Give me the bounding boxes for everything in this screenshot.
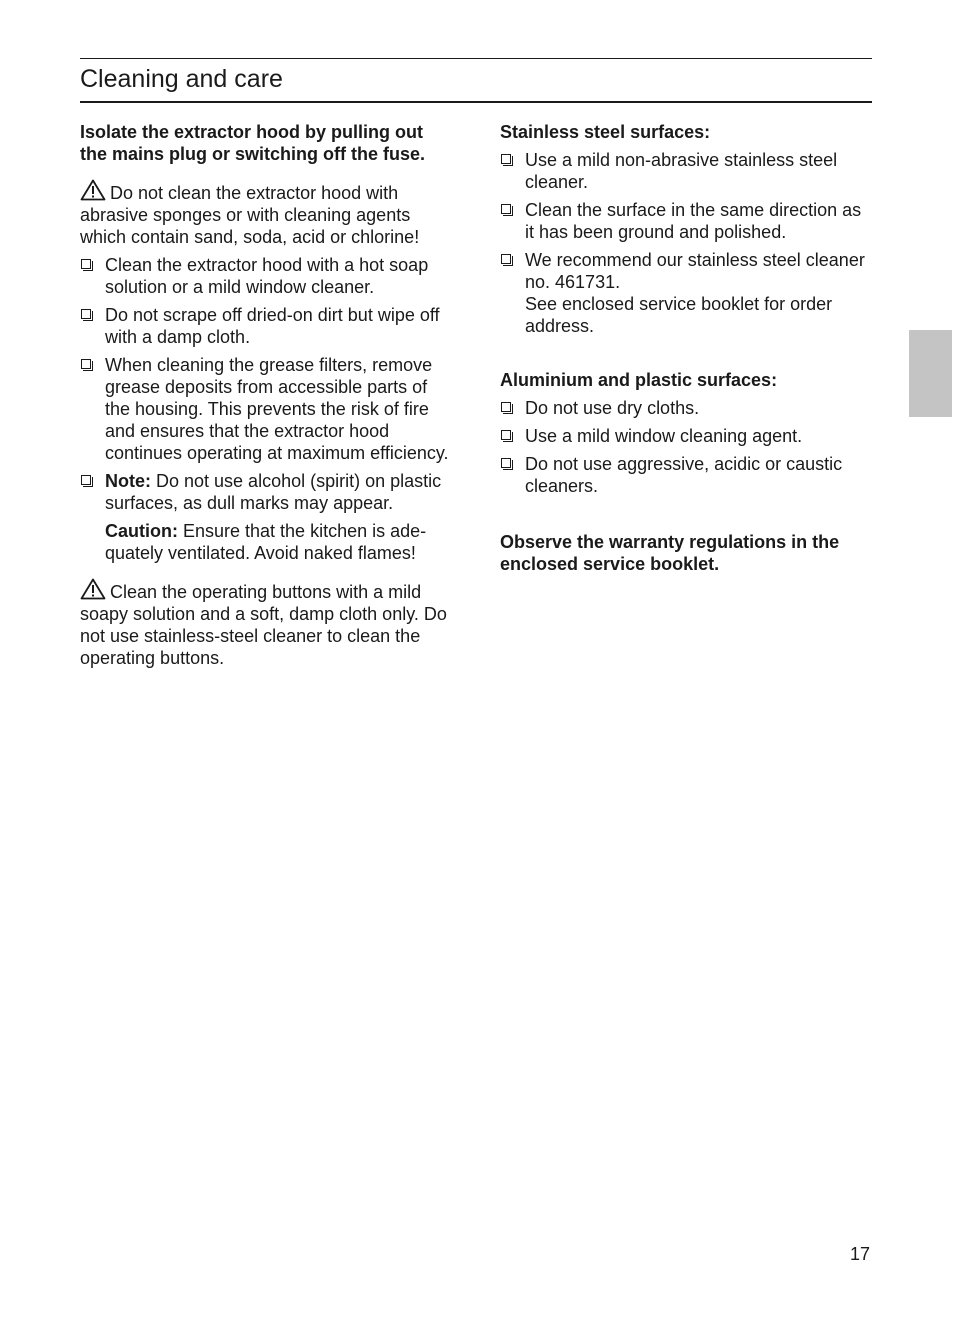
list-item: [500, 397, 872, 419]
checkbox-bullet-icon: [81, 309, 91, 319]
checkbox-bullet-icon: [501, 204, 511, 214]
warning-buttons-text: Clean the operating buttons with a mild soapy solution and a soft, damp cloth only. Do not use stainless-steel cleaner to clean the operating buttons.: [80, 582, 447, 668]
note-label: Note:: [105, 471, 151, 491]
checkbox-bullet-icon: [501, 154, 511, 164]
header-rule-top: [80, 58, 872, 59]
note-text: Do not use alcohol (spirit) on plastic surfaces, as dull marks may appear.: [105, 471, 442, 513]
left-column: [80, 121, 455, 669]
checkbox-bullet-icon: [501, 402, 511, 412]
warning-buttons: [80, 578, 455, 669]
list-item: [80, 254, 455, 298]
checkbox-bullet-icon: [501, 254, 511, 264]
page-number: 17: [850, 1244, 871, 1264]
checkbox-bullet-icon: [81, 259, 91, 269]
warning-triangle-icon: [80, 179, 106, 201]
checkbox-bullet-icon: [501, 458, 511, 468]
caution-paragraph: [105, 520, 455, 564]
header-rule-bottom: [80, 101, 872, 103]
list-item-text: We recommend our stainless steel cleaner no. 461731.: [525, 250, 865, 292]
isolate-instruction: Isolate the extractor hood by pulling out the mains plug or switching off the fuse.: [80, 122, 426, 164]
caution-text: Ensure that the kitchen is ade-quately ventilated. Avoid naked flames!: [105, 521, 427, 563]
list-item: [80, 354, 455, 464]
warning-abrasive: [80, 179, 455, 248]
warning-abrasive-text: Do not clean the extractor hood with abrasive sponges or with cleaning agents which contain sand, soda, acid or chlorine!: [80, 183, 420, 247]
stainless-heading: Stainless steel surfaces:: [500, 122, 711, 142]
list-item-text: Clean the extractor hood with a hot soap solution or a mild window cleaner.: [105, 255, 429, 297]
list-item-text: Do not use dry cloths.: [525, 398, 700, 418]
checkbox-bullet-icon: [501, 430, 511, 440]
list-item: [500, 149, 872, 193]
list-item-text: Do not use aggressive, acidic or caustic cleaners.: [525, 454, 843, 496]
list-item-text: Do not scrape off dried-on dirt but wipe off with a damp cloth.: [105, 305, 440, 347]
checkbox-bullet-icon: [81, 359, 91, 369]
list-item-text: When cleaning the grease filters, remove grease deposits from accessible parts of the housing. This prevents the risk of fire and ensures that the extractor hood continues operating at maximum efficiency.: [105, 355, 449, 463]
list-item-text: Clean the surface in the same direction as it has been ground and polished.: [525, 200, 862, 242]
list-item: [500, 425, 872, 447]
aluminium-heading: Aluminium and plastic surfaces:: [500, 370, 778, 390]
list-item: [500, 453, 872, 497]
list-item-text: Use a mild non-abrasive stainless steel cleaner.: [525, 150, 838, 192]
section-side-tab: [909, 330, 952, 417]
list-item: [80, 304, 455, 348]
warning-triangle-icon: [80, 578, 106, 600]
list-item: [500, 199, 872, 243]
service-booklet-note: See enclosed service booklet for order address.: [525, 294, 833, 336]
checkbox-bullet-icon: [81, 475, 91, 485]
right-column: [500, 121, 872, 575]
warranty-note: Observe the warranty regulations in the enclosed service booklet.: [500, 532, 840, 574]
list-item: [500, 249, 872, 337]
caution-label: Caution:: [105, 521, 178, 541]
list-item-text: Use a mild window cleaning agent.: [525, 426, 803, 446]
list-item-note: [80, 470, 455, 564]
page-title: Cleaning and care: [80, 65, 283, 93]
